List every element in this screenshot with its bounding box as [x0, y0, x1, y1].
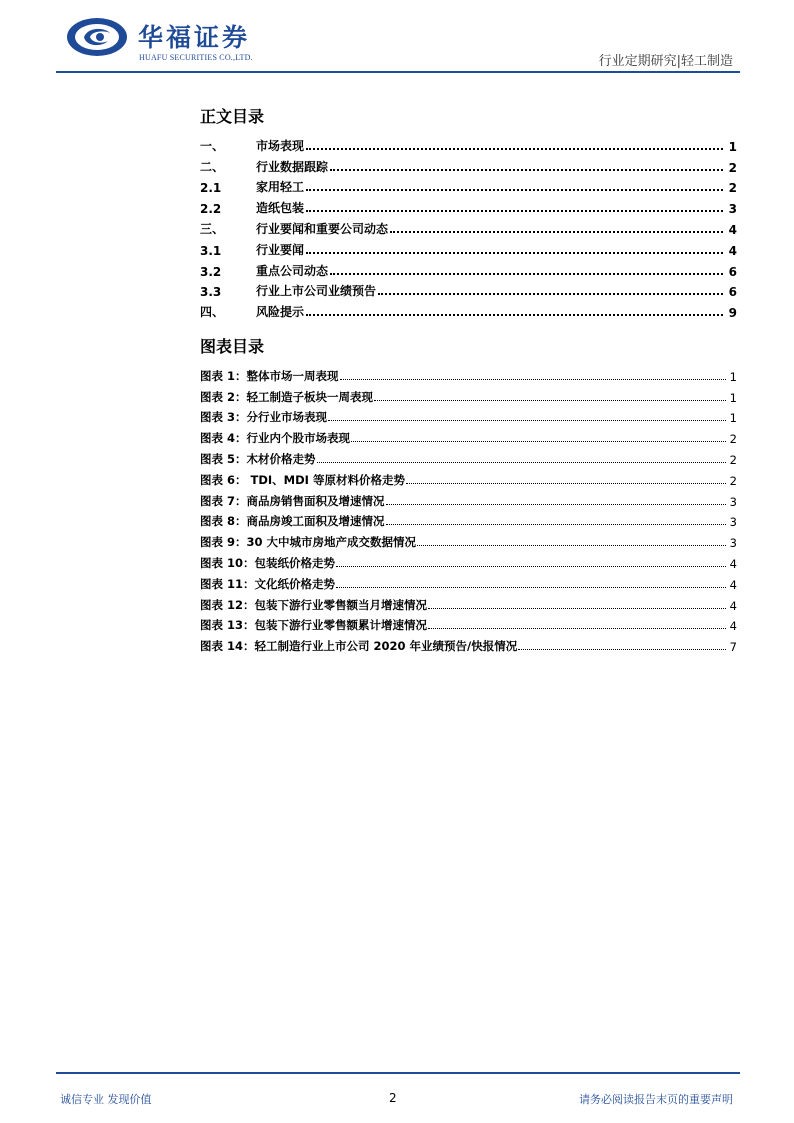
figure-entry-title: 图表 5：木材价格走势 — [200, 451, 316, 466]
toc-entry-page: 2 — [728, 160, 737, 175]
figure-entry-title: 图表 1：整体市场一周表现 — [200, 368, 339, 383]
dot-leader — [417, 545, 726, 546]
toc-entry-page: 1 — [728, 139, 737, 154]
footer-disclaimer: 请务必阅读报告末页的重要声明 — [579, 1093, 733, 1106]
figure-entry-page: 7 — [729, 640, 737, 655]
toc-entry-page: 2 — [728, 181, 737, 196]
figure-entry[interactable] — [200, 488, 737, 509]
header-divider — [56, 71, 740, 73]
dot-leader — [317, 462, 726, 463]
toc-entry[interactable] — [200, 154, 737, 175]
figure-entry[interactable] — [200, 633, 737, 654]
figure-entry-page: 2 — [729, 432, 737, 447]
huafu-logo-icon — [66, 17, 128, 57]
toc-entry-number: 2.2 — [200, 202, 222, 217]
dot-leader — [306, 148, 723, 150]
figure-entry-title: 图表 2：轻工制造子板块一周表现 — [200, 389, 374, 404]
dot-leader — [386, 504, 726, 505]
figure-entry-page: 4 — [729, 598, 737, 613]
toc-entry-title: 行业要闻和重要公司动态 — [256, 221, 389, 236]
toc-entry-page: 9 — [728, 306, 737, 321]
figure-entry-title: 图表 13：包装下游行业零售额累计增速情况 — [200, 618, 428, 633]
toc-entry-title: 行业数据跟踪 — [256, 159, 329, 174]
toc-entry-number: 二、 — [200, 159, 225, 174]
dot-leader — [428, 628, 726, 629]
toc-entry[interactable] — [200, 133, 737, 154]
figure-entry-title: 图表 4：行业内个股市场表现 — [200, 431, 351, 446]
figure-entry[interactable] — [200, 446, 737, 467]
figure-entry-page: 2 — [729, 452, 737, 467]
toc-entry-number: 3.1 — [200, 243, 222, 258]
toc-entry-number: 3.2 — [200, 264, 222, 279]
figure-entry-page: 1 — [729, 411, 737, 426]
toc-entry-title: 行业要闻 — [256, 242, 305, 257]
figure-entry-title: 图表 12：包装下游行业零售额当月增速情况 — [200, 597, 428, 612]
figure-list — [200, 363, 737, 654]
toc-entry-number: 2.1 — [200, 181, 222, 196]
figure-entry-title: 图表 6： TDI、MDI 等原材料价格走势 — [200, 472, 405, 487]
dot-leader — [306, 210, 723, 212]
dot-leader — [306, 314, 723, 316]
dot-leader — [428, 608, 726, 609]
figure-entry[interactable] — [200, 425, 737, 446]
figure-entry[interactable] — [200, 509, 737, 530]
figure-entry-page: 3 — [729, 494, 737, 509]
figure-entry[interactable] — [200, 405, 737, 426]
toc-entry-title: 家用轻工 — [256, 180, 305, 195]
toc-entry[interactable] — [200, 299, 737, 320]
toc-heading: 正文目录 — [200, 107, 265, 126]
table-of-contents — [200, 133, 737, 320]
figure-entry-page: 1 — [729, 369, 737, 384]
figure-entry[interactable] — [200, 529, 737, 550]
figure-entry[interactable] — [200, 384, 737, 405]
toc-entry[interactable] — [200, 237, 737, 258]
figure-entry[interactable] — [200, 550, 737, 571]
dot-leader — [336, 587, 726, 588]
figure-entry-page: 3 — [729, 536, 737, 551]
figure-list-heading: 图表目录 — [200, 337, 265, 356]
toc-entry[interactable] — [200, 279, 737, 300]
toc-entry-title: 重点公司动态 — [256, 263, 329, 278]
figure-entry-page: 4 — [729, 577, 737, 592]
toc-entry-title: 风险提示 — [256, 305, 305, 320]
dot-leader — [306, 189, 723, 191]
toc-entry-page: 4 — [728, 222, 737, 237]
toc-entry-title: 造纸包装 — [256, 201, 305, 216]
toc-entry-number: 一、 — [200, 138, 225, 153]
dot-leader — [306, 252, 723, 254]
dot-leader — [390, 231, 723, 233]
toc-entry-page: 6 — [728, 285, 737, 300]
dot-leader — [406, 483, 726, 484]
dot-leader — [340, 379, 726, 380]
toc-entry[interactable] — [200, 216, 737, 237]
brand-name-cn: 华福证券 — [138, 23, 251, 52]
figure-entry-title: 图表 14：轻工制造行业上市公司 2020 年业绩预告/快报情况 — [200, 639, 518, 654]
dot-leader — [386, 524, 726, 525]
footer-divider — [56, 1072, 740, 1074]
toc-entry-page: 4 — [728, 243, 737, 258]
figure-entry-page: 4 — [729, 556, 737, 571]
toc-entry[interactable] — [200, 175, 737, 196]
figure-entry[interactable] — [200, 571, 737, 592]
toc-entry[interactable] — [200, 258, 737, 279]
figure-entry-title: 图表 10：包装纸价格走势 — [200, 555, 336, 570]
dot-leader — [518, 649, 726, 650]
toc-entry-page: 3 — [728, 202, 737, 217]
figure-entry-page: 2 — [729, 473, 737, 488]
figure-entry-title: 图表 8：商品房竣工面积及增速情况 — [200, 514, 385, 529]
dot-leader — [378, 293, 723, 295]
toc-entry-title: 市场表现 — [256, 138, 305, 153]
figure-entry-title: 图表 11：文化纸价格走势 — [200, 576, 336, 591]
figure-entry[interactable] — [200, 613, 737, 634]
figure-entry-page: 3 — [729, 515, 737, 530]
figure-entry[interactable] — [200, 592, 737, 613]
page-header — [0, 0, 794, 76]
toc-entry[interactable] — [200, 195, 737, 216]
figure-entry-title: 图表 7：商品房销售面积及增速情况 — [200, 493, 385, 508]
footer-slogan: 诚信专业 发现价值 — [60, 1093, 152, 1106]
report-type: 行业定期研究|轻工制造 — [598, 54, 733, 69]
dot-leader — [336, 566, 726, 567]
figure-entry-title: 图表 9：30 大中城市房地产成交数据情况 — [200, 535, 417, 550]
figure-entry[interactable] — [200, 363, 737, 384]
toc-entry-title: 行业上市公司业绩预告 — [256, 284, 377, 299]
dot-leader — [328, 420, 726, 421]
dot-leader — [330, 273, 723, 275]
toc-entry-number: 四、 — [200, 305, 225, 320]
brand-name-en: HUAFU SECURITIES CO.,LTD. — [139, 53, 253, 62]
toc-entry-number: 三、 — [200, 221, 225, 236]
page-number: 2 — [389, 1091, 397, 1105]
dot-leader — [330, 169, 723, 171]
figure-entry-page: 4 — [729, 619, 737, 634]
toc-entry-page: 6 — [728, 264, 737, 279]
figure-entry-title: 图表 3：分行业市场表现 — [200, 410, 328, 425]
dot-leader — [374, 400, 726, 401]
dot-leader — [351, 441, 726, 442]
figure-entry[interactable] — [200, 467, 737, 488]
toc-entry-number: 3.3 — [200, 285, 222, 300]
figure-entry-page: 1 — [729, 390, 737, 405]
